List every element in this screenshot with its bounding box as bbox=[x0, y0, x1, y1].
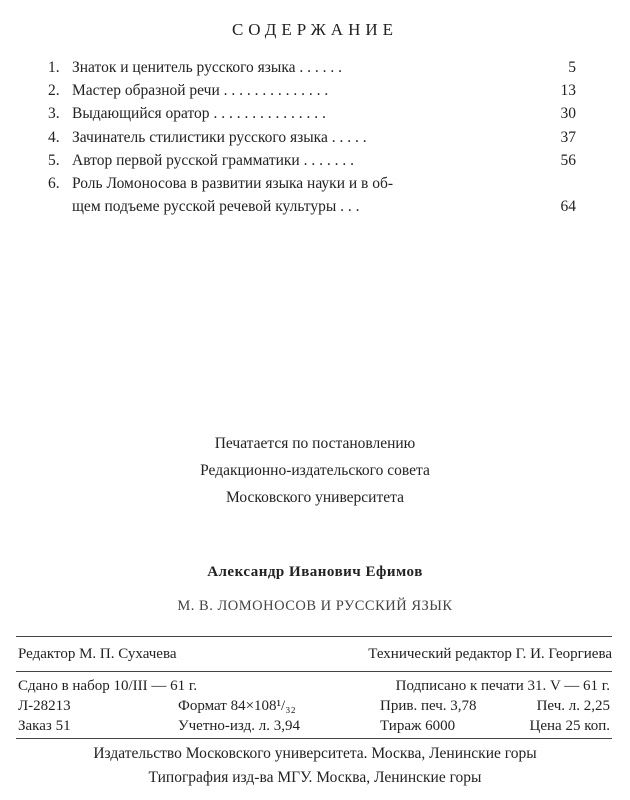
toc-item-number: 3. bbox=[48, 105, 60, 123]
print-info-row bbox=[18, 696, 610, 716]
print-info-cell: Сдано в набор 10/III — 61 г. bbox=[18, 678, 198, 694]
toc-item-title: Роль Ломоносова в развитии языка науки и в об- bbox=[72, 175, 394, 193]
toc-item-number: 2. bbox=[48, 82, 60, 100]
print-info-cell: Формат 84×108¹/₃₂ bbox=[178, 698, 296, 714]
toc-item-number: 6. bbox=[48, 175, 60, 193]
toc-leader-dots: . . . . . . . . . . . . . . bbox=[223, 82, 329, 100]
print-info-row bbox=[18, 716, 610, 736]
author-name: Александр Иванович Ефимов bbox=[207, 564, 423, 580]
print-info-cell: Печ. л. 2,25 bbox=[536, 698, 610, 714]
toc-item-continuation bbox=[48, 195, 576, 218]
toc-leader-dots: . . . . . . . . . . . . . . . bbox=[213, 105, 326, 123]
print-info-cell: Л-28213 bbox=[18, 698, 71, 714]
toc-item bbox=[48, 79, 576, 102]
editors-line bbox=[18, 646, 612, 663]
editor: Редактор М. П. Сухачева bbox=[18, 646, 177, 662]
print-info-row bbox=[18, 676, 610, 696]
imprimatur-line: Редакционно-издательского совета bbox=[200, 462, 430, 479]
imprimatur-line: Печатается по постановлению bbox=[214, 435, 416, 452]
toc-item bbox=[48, 149, 576, 172]
print-info-cell: Подписано к печати 31. V — 61 г. bbox=[395, 678, 610, 694]
toc-item-page: 37 bbox=[560, 128, 576, 146]
toc-item-title: Автор первой русской грамматики bbox=[72, 151, 300, 169]
toc-item-page: 30 bbox=[560, 105, 576, 123]
toc-item bbox=[48, 126, 576, 149]
toc-leader-dots: . . . . . . . bbox=[303, 151, 354, 169]
table-of-contents bbox=[48, 56, 576, 218]
print-info bbox=[18, 676, 610, 736]
print-info-cell: Цена 25 коп. bbox=[529, 718, 610, 734]
print-info-cell: Учетно-изд. л. 3,94 bbox=[178, 718, 300, 734]
toc-item-title: Зачинатель стилистики русского языка bbox=[72, 128, 328, 146]
toc-leader-dots: . . . . . bbox=[331, 128, 367, 146]
imprimatur-line: Московского университета bbox=[226, 489, 404, 506]
toc-title: СОДЕРЖАНИЕ bbox=[231, 20, 399, 39]
toc-item-page: 5 bbox=[568, 59, 576, 76]
toc-item bbox=[48, 102, 576, 125]
toc-item-page: 56 bbox=[560, 151, 576, 169]
print-info-cell: Заказ 51 bbox=[18, 718, 71, 734]
print-info-cell: Прив. печ. 3,78 bbox=[380, 698, 477, 714]
print-info-cell: Тираж 6000 bbox=[380, 718, 456, 734]
imprimatur bbox=[0, 430, 630, 511]
divider bbox=[16, 738, 612, 739]
toc-leader-dots: . . . bbox=[340, 198, 360, 216]
toc-item-number: 5. bbox=[48, 151, 60, 169]
toc-item bbox=[48, 172, 576, 195]
toc-item-title: Мастер образной речи bbox=[72, 82, 220, 100]
divider bbox=[16, 636, 612, 637]
toc-item-title: Знаток и ценитель русского языка bbox=[72, 59, 296, 76]
printer-line: Типография изд-ва МГУ. Москва, Ленинские горы bbox=[148, 769, 482, 786]
toc-leader-dots: . . . . . . bbox=[299, 59, 343, 76]
toc-item-page: 13 bbox=[560, 82, 576, 100]
toc-item-number: 4. bbox=[48, 128, 60, 146]
divider bbox=[16, 671, 612, 672]
toc-item bbox=[48, 56, 576, 79]
toc-item-title: Выдающийся оратор bbox=[72, 105, 210, 123]
publisher-info bbox=[0, 742, 630, 790]
toc-item-title-continued: щем подъеме русской речевой культуры bbox=[72, 198, 337, 216]
book-title: М. В. ЛОМОНОСОВ И РУССКИЙ ЯЗЫК bbox=[177, 598, 453, 614]
toc-item-number: 1. bbox=[48, 59, 60, 76]
publisher-line: Издательство Московского университета. Москва, Ленинские горы bbox=[93, 745, 537, 762]
toc-item-page: 64 bbox=[560, 198, 576, 216]
tech-editor: Технический редактор Г. И. Георгиева bbox=[368, 646, 612, 662]
